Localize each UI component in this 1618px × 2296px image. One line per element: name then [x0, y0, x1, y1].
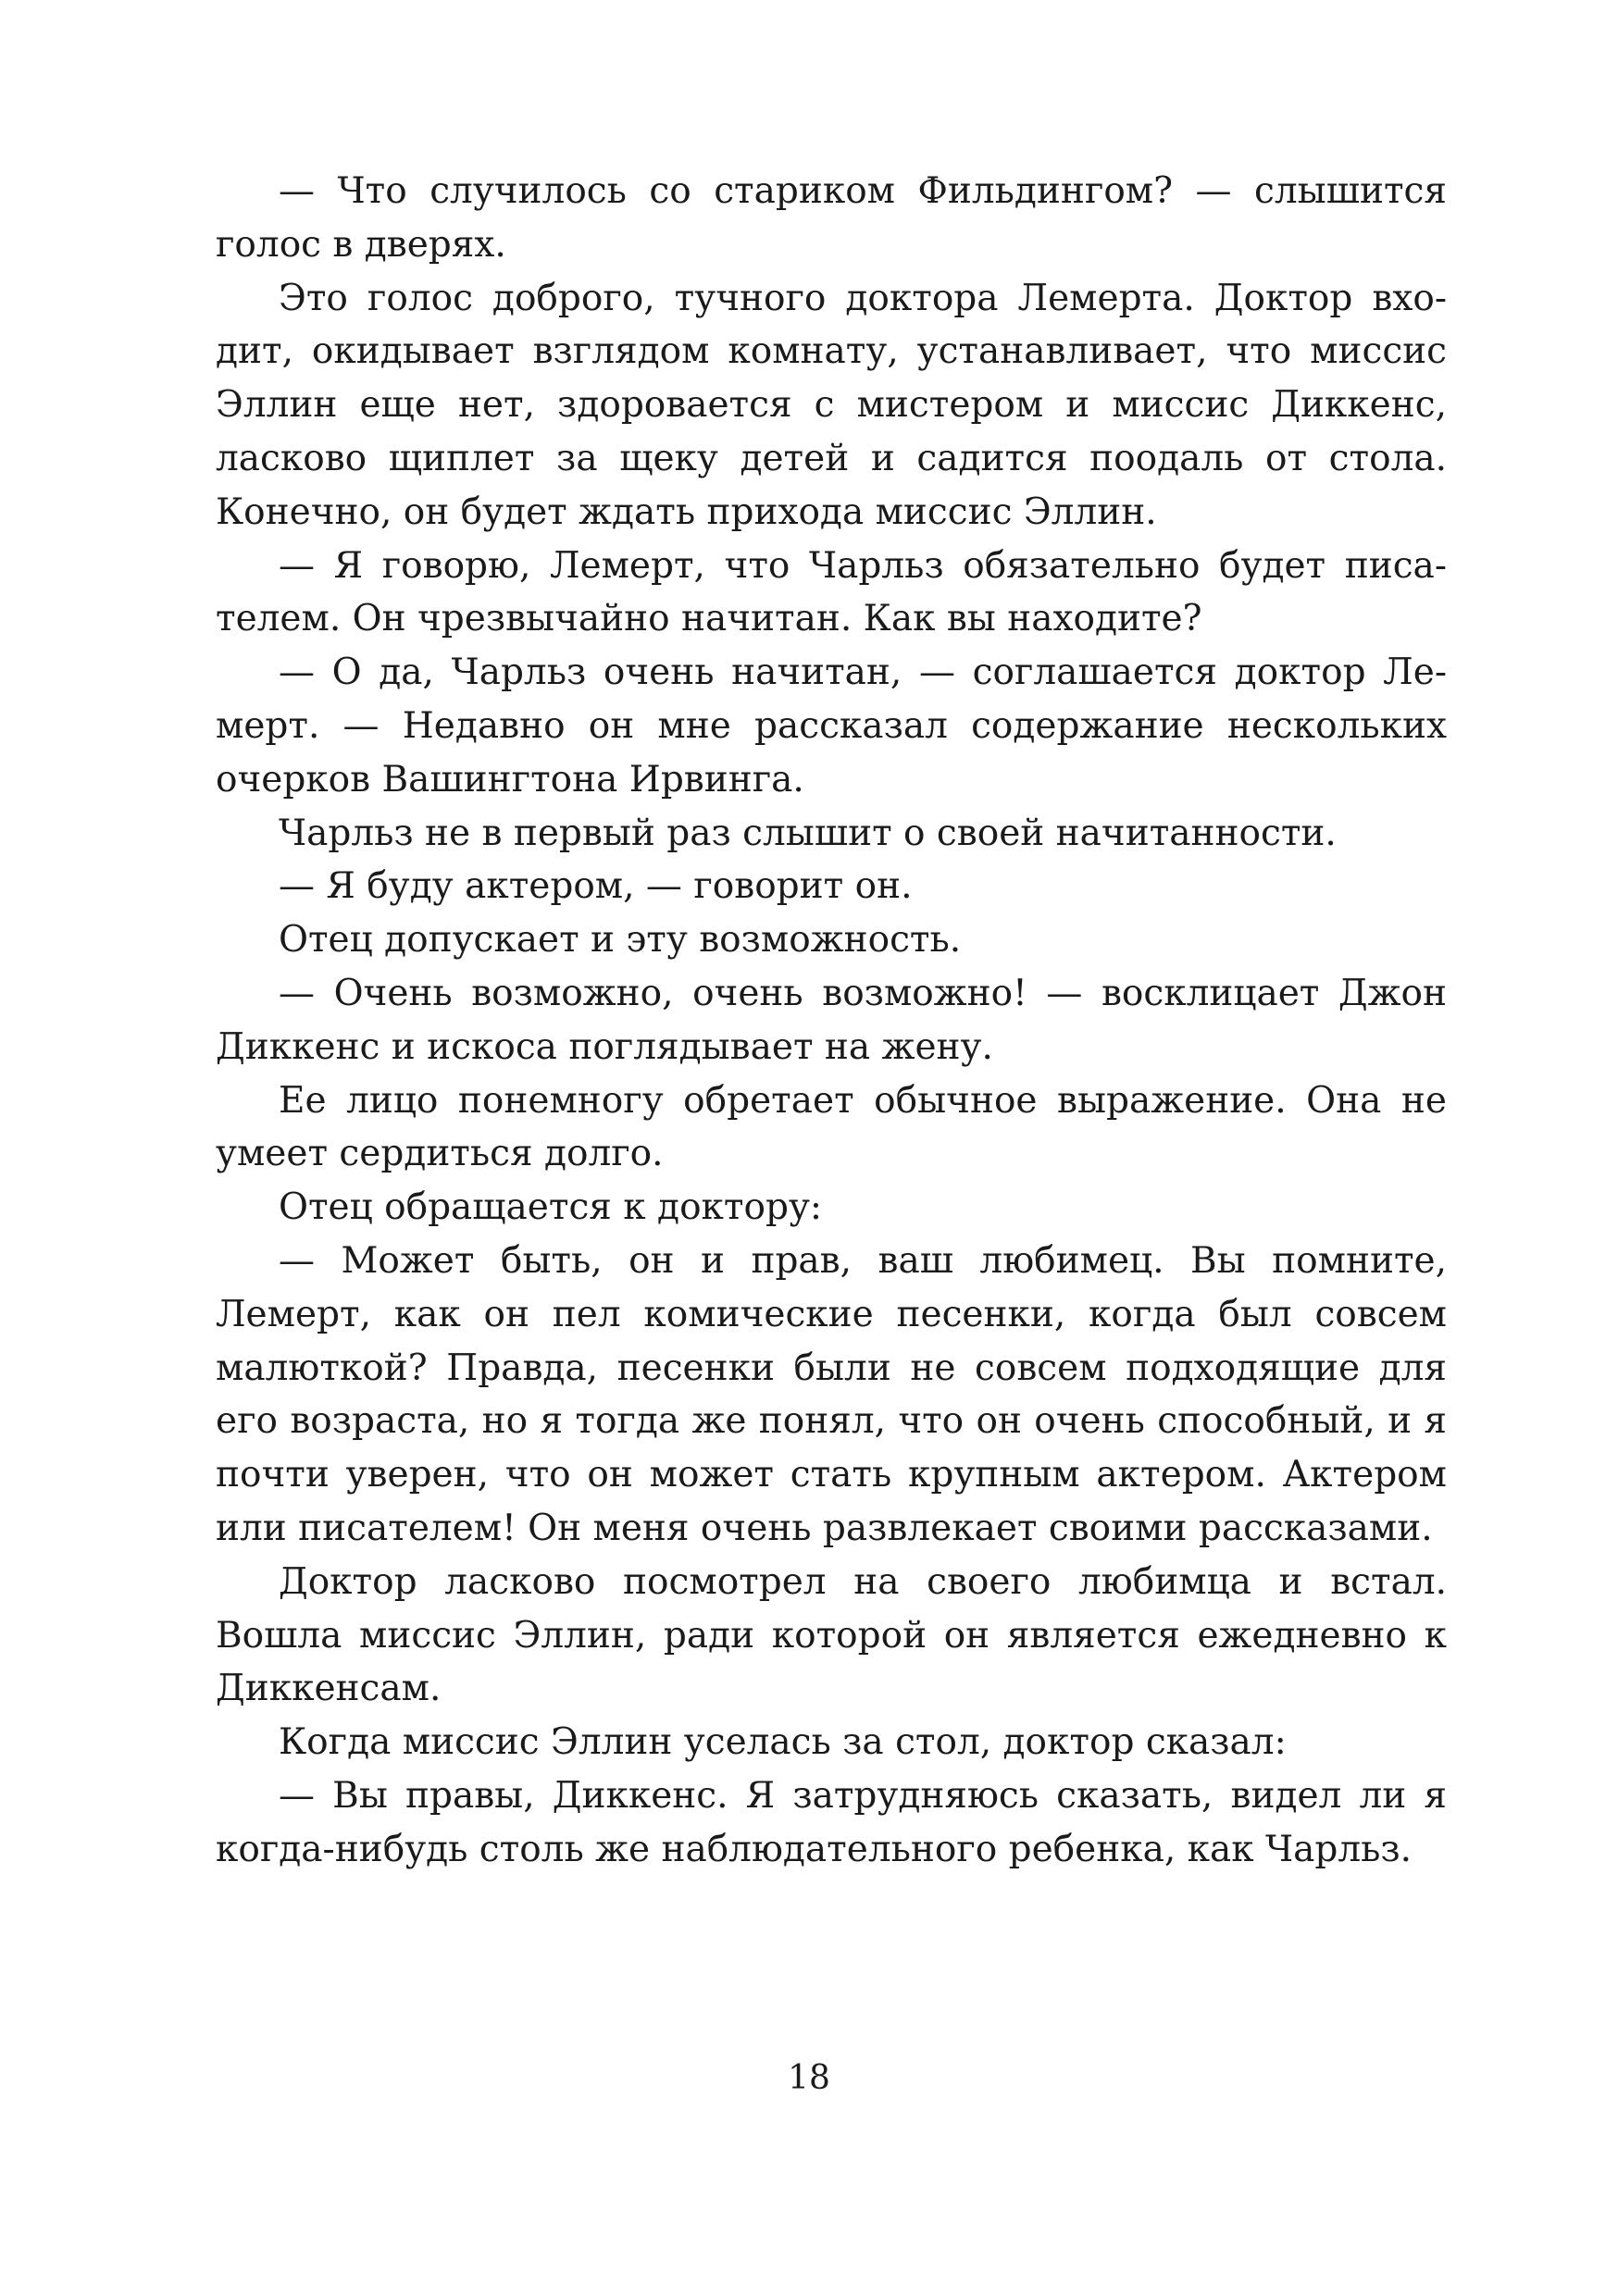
paragraph: Отец допускает и эту возможность.: [279, 919, 962, 962]
paragraph: — Я буду актером, — говорит он.: [279, 865, 913, 908]
paragraph: Когда миссис Эллин уселась за стол, доктор сказал:: [279, 1721, 1287, 1764]
paragraph: — Может быть, он и прав, ваш любимец. Вы помните, Лемерт, как он пел комические песенки, когда был совсем малюткой? Правда, песенки были не совсем подходящие для его возраста, но я тогда же понял, что он очень способный, и я почти уверен, что он может стать крупным актером. Актером или писателем! Он меня очень развлекает своими рассказами.: [216, 1239, 1447, 1549]
paragraph: — Я говорю, Лемерт, что Чарльз обязательно будет писателем. Он чрезвычайно начитан. Как вы находите?: [216, 544, 1447, 640]
paragraph: Это голос доброго, тучного доктора Лемерта. Доктор входит, окидывает взглядом комнату, устанавливает, что миссис Эллин еще нет, здоровается с мистером и миссис Диккенс, ласково щиплет за щеку детей и садится поодаль от стола. Конечно, он будет ждать прихода миссис Эллин.: [216, 277, 1447, 533]
paragraph: Чарльз не в первый раз слышит о своей начитанности.: [279, 812, 1337, 854]
paragraph: — Вы правы, Диккенс. Я затрудняюсь сказать, видел ли я когда-нибудь столь же наблюдательного ребенка, как Чарльз.: [216, 1774, 1447, 1870]
page-number: 18: [788, 2059, 830, 2097]
paragraph: — Что случилось со стариком Фильдингом? — слышится голос в дверях.: [216, 170, 1447, 266]
paragraph: — О да, Чарльз очень начитан, — соглашается доктор Лемерт. — Недавно он мне рассказал содержание нескольких очерков Вашингтона Ирвинга.: [216, 652, 1447, 800]
paragraph: Ее лицо понемногу обретает обычное выражение. Она не умеет сердиться долго.: [216, 1079, 1447, 1175]
paragraph: Отец обращается к доктору:: [279, 1186, 823, 1229]
body-text: [216, 165, 1447, 1877]
paragraph: Доктор ласково посмотрел на своего любимца и встал. Вошла миссис Эллин, ради которой он является ежедневно к Диккенсам.: [216, 1560, 1447, 1710]
paragraph: — Очень возможно, очень возможно! — восклицает Джон Диккенс и искоса поглядывает на жену.: [216, 972, 1447, 1068]
